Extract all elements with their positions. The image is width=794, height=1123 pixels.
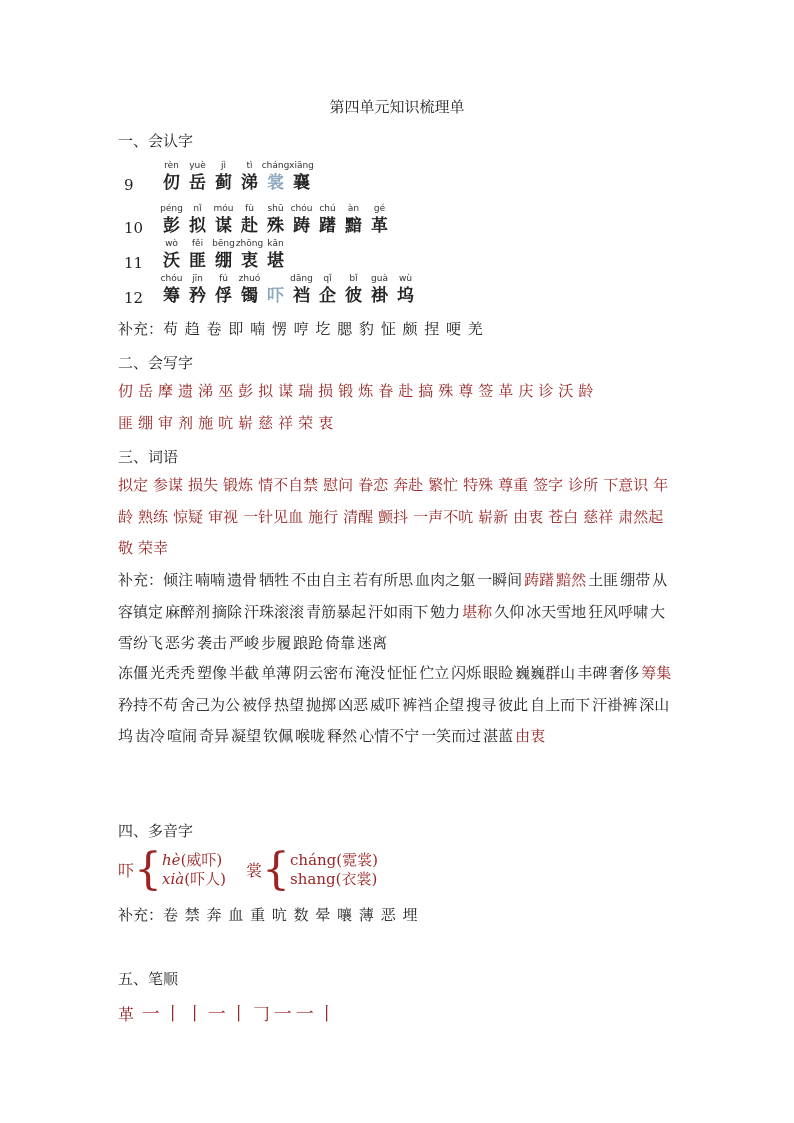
pinyin: móu bbox=[213, 204, 234, 214]
word: 企望 bbox=[434, 695, 465, 714]
pinyin: dāng bbox=[290, 274, 313, 284]
write-char: 龄 bbox=[578, 382, 594, 400]
word: 被俘 bbox=[242, 695, 273, 714]
word: 一瞬间 bbox=[477, 571, 523, 589]
word: 奢侈 bbox=[609, 664, 640, 682]
polyphone-group-xia bbox=[118, 844, 226, 895]
stroke: 一 bbox=[295, 1004, 314, 1025]
pinyin: wù bbox=[398, 274, 413, 284]
lesson-number: 11 bbox=[124, 254, 144, 272]
write-char: 庆 bbox=[518, 382, 534, 400]
word: 一针见血 bbox=[243, 507, 304, 526]
brace-icon: { bbox=[134, 844, 163, 895]
word: 喃喃 bbox=[195, 571, 226, 589]
word: 施行 bbox=[308, 507, 339, 526]
write-chars bbox=[118, 376, 678, 439]
char-with-pinyin bbox=[290, 203, 313, 237]
write-char: 吭 bbox=[218, 413, 234, 432]
stroke-char: 革 bbox=[118, 1005, 135, 1024]
word: 慰问 bbox=[323, 476, 354, 494]
stroke: 丨 bbox=[317, 1004, 336, 1025]
word: 踉跄 bbox=[293, 634, 324, 652]
word: 大雪纷飞 bbox=[118, 602, 666, 652]
char-with-pinyin bbox=[160, 160, 183, 194]
polyphone-char: 裳 bbox=[246, 860, 263, 880]
word: 自上而下 bbox=[530, 695, 591, 714]
char-with-pinyin bbox=[212, 238, 235, 272]
word: 审视 bbox=[208, 507, 239, 526]
char-row-10 bbox=[124, 203, 394, 237]
word: 深山坞 bbox=[118, 695, 670, 745]
word: 奇异 bbox=[199, 727, 230, 745]
write-char: 施 bbox=[198, 413, 214, 432]
word: 久仰 bbox=[494, 602, 525, 621]
pinyin: fù bbox=[245, 204, 254, 214]
hanzi: 沃 bbox=[163, 251, 180, 271]
char-with-pinyin bbox=[394, 273, 417, 307]
hanzi: 涕 bbox=[241, 173, 258, 193]
word: 不由自主 bbox=[291, 571, 352, 589]
word: 下意识 bbox=[603, 476, 649, 494]
hanzi: 吓 bbox=[267, 286, 284, 306]
pinyin: kān bbox=[267, 239, 284, 249]
section-heading-polyphone: 四、多音字 bbox=[118, 822, 194, 840]
pinyin: zhuó bbox=[238, 274, 261, 284]
word: 一笑而过 bbox=[421, 727, 482, 745]
word: 眷恋 bbox=[358, 476, 389, 494]
char-with-pinyin bbox=[238, 160, 261, 194]
word: 情不自禁 bbox=[258, 476, 319, 494]
hanzi: 筹 bbox=[163, 286, 180, 306]
word: 麻醉剂 bbox=[165, 602, 211, 621]
word: 锻炼 bbox=[223, 476, 254, 494]
page-title: 第四单元知识梳理单 bbox=[329, 98, 465, 116]
write-char: 剂 bbox=[178, 413, 194, 432]
section-heading-stroke-order: 五、笔顺 bbox=[118, 970, 179, 988]
hanzi: 谋 bbox=[215, 216, 232, 236]
pinyin: zhōng bbox=[235, 239, 264, 249]
word: 严峻 bbox=[229, 634, 260, 652]
write-char: 涕 bbox=[198, 382, 214, 400]
write-char: 瑞 bbox=[298, 382, 314, 400]
hanzi: 矜 bbox=[189, 286, 206, 306]
write-char: 殊 bbox=[438, 382, 454, 400]
char-with-pinyin bbox=[264, 203, 287, 237]
stroke: 一 bbox=[207, 1004, 226, 1025]
hanzi: 拟 bbox=[189, 216, 206, 236]
word: 拟定 bbox=[118, 476, 149, 494]
pinyin: bǐ bbox=[349, 274, 358, 284]
pinyin: wò bbox=[165, 239, 178, 249]
word: 凶恶 bbox=[338, 695, 369, 714]
write-char: 革 bbox=[498, 382, 514, 400]
char-with-pinyin bbox=[316, 203, 339, 237]
word-supplement-a bbox=[118, 565, 678, 660]
char-list bbox=[160, 160, 316, 194]
write-char: 锻 bbox=[338, 382, 354, 400]
hanzi: 衷 bbox=[241, 251, 258, 271]
pinyin: yuè bbox=[189, 161, 206, 171]
word: 搜寻 bbox=[466, 695, 497, 714]
word: 湛蓝 bbox=[483, 727, 514, 745]
hanzi: 裆 bbox=[293, 286, 310, 306]
char-with-pinyin bbox=[186, 160, 209, 194]
char-with-pinyin bbox=[186, 238, 209, 272]
word: 光秃秃 bbox=[150, 664, 196, 682]
word: 年龄 bbox=[118, 476, 669, 526]
word: 狂风呼啸 bbox=[588, 602, 649, 621]
word: 苍白 bbox=[548, 507, 579, 526]
hanzi: 躇 bbox=[319, 216, 336, 236]
write-char: 尊 bbox=[458, 382, 474, 400]
pinyin: xiāng bbox=[289, 161, 314, 171]
word: 由衷 bbox=[515, 727, 546, 745]
lesson-number: 10 bbox=[124, 219, 144, 237]
word: 怔怔 bbox=[387, 664, 418, 682]
char-with-pinyin bbox=[238, 273, 261, 307]
pinyin: guà bbox=[371, 274, 388, 284]
hanzi: 踌 bbox=[293, 216, 310, 236]
char-with-pinyin bbox=[212, 273, 235, 307]
hanzi: 彼 bbox=[345, 286, 362, 306]
write-char: 巫 bbox=[218, 382, 234, 400]
polyphone-readings: hè(威吓) xià(吓人) bbox=[162, 851, 226, 888]
hanzi: 俘 bbox=[215, 286, 232, 306]
pinyin: péng bbox=[160, 204, 183, 214]
word: 淹没 bbox=[355, 664, 386, 682]
word: 诊所 bbox=[568, 476, 599, 494]
char-list bbox=[160, 203, 394, 237]
word: 喉咙 bbox=[295, 727, 326, 745]
write-char: 祥 bbox=[278, 413, 294, 432]
hanzi: 镯 bbox=[241, 286, 258, 306]
lesson-number: 12 bbox=[124, 289, 144, 307]
word: 威吓 bbox=[370, 695, 401, 714]
word: 凝望 bbox=[231, 727, 262, 745]
write-char: 签 bbox=[478, 382, 494, 400]
pinyin: gé bbox=[373, 204, 386, 214]
hanzi: 革 bbox=[371, 216, 388, 236]
word: 土匪 bbox=[588, 571, 619, 589]
char-with-pinyin bbox=[368, 203, 391, 237]
word: 释然 bbox=[327, 727, 358, 745]
word: 齿冷 bbox=[135, 727, 166, 745]
hanzi: 裳 bbox=[267, 173, 284, 193]
write-char: 炼 bbox=[358, 382, 374, 400]
write-char: 彭 bbox=[238, 382, 254, 400]
pinyin: fú bbox=[219, 274, 228, 284]
pinyin: shū bbox=[267, 204, 284, 214]
pinyin: bēng bbox=[212, 239, 235, 249]
pinyin: chóu bbox=[160, 274, 183, 284]
word: 阴云密布 bbox=[293, 664, 354, 682]
hanzi: 绷 bbox=[215, 251, 232, 271]
stroke: 丨 bbox=[163, 1004, 182, 1025]
word: 倚靠 bbox=[325, 634, 356, 652]
word: 倾注 bbox=[163, 571, 194, 589]
word: 恶劣 bbox=[165, 634, 196, 652]
hanzi: 黯 bbox=[345, 216, 362, 236]
char-list bbox=[160, 238, 290, 272]
word: 惊疑 bbox=[173, 507, 204, 526]
char-with-pinyin bbox=[264, 273, 287, 307]
char-with-pinyin bbox=[160, 238, 183, 272]
write-char: 诊 bbox=[538, 382, 554, 400]
hanzi: 殊 bbox=[267, 216, 284, 236]
hanzi: 褂 bbox=[371, 286, 388, 306]
write-char: 仞 bbox=[118, 382, 134, 400]
word: 闪烁 bbox=[451, 664, 482, 682]
char-with-pinyin bbox=[186, 273, 209, 307]
word-list bbox=[118, 470, 678, 565]
char-with-pinyin bbox=[212, 203, 235, 237]
hanzi: 蓟 bbox=[215, 173, 232, 193]
word: 步履 bbox=[261, 634, 292, 652]
pinyin: chú bbox=[319, 204, 336, 214]
polyphone-readings: cháng(霓裳) shang(衣裳) bbox=[290, 851, 379, 888]
hanzi: 襄 bbox=[293, 173, 310, 193]
hanzi: 坞 bbox=[397, 286, 414, 306]
word: 冰天雪地 bbox=[526, 602, 587, 621]
write-char: 眷 bbox=[378, 382, 394, 400]
word: 丰碑 bbox=[577, 664, 608, 682]
char-with-pinyin bbox=[316, 273, 339, 307]
word: 喧闹 bbox=[167, 727, 198, 745]
hanzi: 堪 bbox=[267, 251, 284, 271]
section-heading-words: 三、词语 bbox=[118, 448, 179, 466]
char-with-pinyin bbox=[368, 273, 391, 307]
word: 筹集 bbox=[641, 664, 672, 682]
char-with-pinyin bbox=[238, 203, 261, 237]
hanzi: 赴 bbox=[241, 216, 258, 236]
word: 肃然起敬 bbox=[118, 507, 664, 557]
supplement-recognize: 补充：苟 趋 卷 即 喃 愣 哼 圪 腮 豹 怔 颇 捏 哽 羌 bbox=[118, 320, 484, 338]
write-char: 沃 bbox=[558, 382, 574, 400]
brace-icon: { bbox=[262, 844, 291, 895]
word: 舍己为公 bbox=[180, 695, 241, 714]
word: 冻僵 bbox=[118, 664, 149, 682]
word-supplement-b bbox=[118, 658, 678, 753]
word: 损失 bbox=[188, 476, 219, 494]
word: 黯然 bbox=[556, 571, 587, 589]
hanzi: 彭 bbox=[163, 216, 180, 236]
word: 迷离 bbox=[357, 634, 388, 652]
word: 绷带 bbox=[620, 571, 651, 589]
pinyin: nǐ bbox=[193, 204, 202, 214]
stroke: 𠃌 bbox=[251, 1004, 270, 1025]
word: 参谋 bbox=[153, 476, 184, 494]
char-with-pinyin bbox=[160, 273, 183, 307]
word: 巍巍群山 bbox=[515, 664, 576, 682]
pinyin: rèn bbox=[164, 161, 179, 171]
supplement-label: 补充： bbox=[118, 571, 164, 589]
polyphone-char: 吓 bbox=[118, 860, 135, 880]
pinyin: fěi bbox=[191, 239, 204, 249]
pinyin: chóu bbox=[290, 204, 313, 214]
word: 慈祥 bbox=[583, 507, 614, 526]
write-char: 审 bbox=[158, 413, 174, 432]
word: 一声不吭 bbox=[413, 507, 474, 526]
lesson-number: 9 bbox=[124, 176, 134, 194]
word: 单薄 bbox=[261, 664, 292, 682]
section-heading-recognize: 一、会认字 bbox=[118, 132, 194, 150]
word: 繁忙 bbox=[428, 476, 459, 494]
write-char: 荣 bbox=[298, 413, 314, 432]
hanzi: 企 bbox=[319, 286, 336, 306]
char-row-12 bbox=[124, 273, 420, 307]
word: 签字 bbox=[533, 476, 564, 494]
write-char: 赴 bbox=[398, 382, 414, 400]
write-char: 损 bbox=[318, 382, 334, 400]
write-chars-line bbox=[118, 408, 678, 440]
write-char: 慈 bbox=[258, 413, 274, 432]
word: 若有所思 bbox=[353, 571, 414, 589]
word: 心情不宁 bbox=[359, 727, 420, 745]
word: 由衷 bbox=[513, 507, 544, 526]
write-char: 衷 bbox=[318, 413, 334, 432]
write-chars-line bbox=[118, 376, 678, 408]
char-with-pinyin bbox=[290, 273, 313, 307]
word: 特殊 bbox=[463, 476, 494, 494]
word: 彼此 bbox=[498, 695, 529, 714]
pinyin: àn bbox=[347, 204, 360, 214]
word: 汗褂裤 bbox=[592, 695, 638, 714]
word: 抛掷 bbox=[306, 695, 337, 714]
write-char: 遗 bbox=[178, 382, 194, 400]
word: 颤抖 bbox=[378, 507, 409, 526]
word: 汗珠滚滚 bbox=[244, 602, 305, 621]
hanzi: 匪 bbox=[189, 251, 206, 271]
char-row-9 bbox=[124, 160, 316, 194]
word: 熟练 bbox=[138, 507, 169, 526]
write-char: 绷 bbox=[138, 413, 154, 432]
word: 奔赴 bbox=[393, 476, 424, 494]
word: 汗如雨下 bbox=[368, 602, 429, 621]
write-char: 摩 bbox=[158, 382, 174, 400]
char-list bbox=[160, 273, 420, 307]
pinyin: jì bbox=[220, 161, 226, 171]
word: 荣幸 bbox=[138, 539, 169, 557]
write-char: 岳 bbox=[138, 382, 154, 400]
word: 踌躇 bbox=[524, 571, 555, 589]
word: 矜持不苟 bbox=[118, 695, 179, 714]
hanzi: 仞 bbox=[163, 173, 180, 193]
word: 热望 bbox=[274, 695, 305, 714]
char-with-pinyin bbox=[264, 238, 287, 272]
word: 伫立 bbox=[419, 664, 450, 682]
stroke: 一 bbox=[273, 1004, 292, 1025]
write-char: 谋 bbox=[278, 382, 294, 400]
word: 勉力 bbox=[430, 602, 461, 621]
word: 摘除 bbox=[212, 602, 243, 621]
pinyin: jīn bbox=[192, 274, 203, 284]
word: 尊重 bbox=[498, 476, 529, 494]
stroke: 丨 bbox=[229, 1004, 248, 1025]
write-char: 拟 bbox=[258, 382, 274, 400]
word: 半截 bbox=[229, 664, 260, 682]
word: 钦佩 bbox=[263, 727, 294, 745]
write-char: 崭 bbox=[238, 413, 254, 432]
char-with-pinyin bbox=[342, 203, 365, 237]
stroke: 丨 bbox=[185, 1004, 204, 1025]
stroke: 一 bbox=[141, 1004, 160, 1025]
char-with-pinyin bbox=[212, 160, 235, 194]
section-heading-write: 二、会写字 bbox=[118, 354, 194, 372]
word: 崭新 bbox=[478, 507, 509, 526]
char-with-pinyin bbox=[160, 203, 183, 237]
word: 裤裆 bbox=[402, 695, 433, 714]
stroke-order bbox=[118, 1000, 340, 1026]
supplement-polyphone: 补充：卷 禁 奔 血 重 吭 数 晕 嚷 薄 恶 埋 bbox=[118, 906, 419, 924]
hanzi: 岳 bbox=[189, 173, 206, 193]
word: 牺牲 bbox=[259, 571, 290, 589]
char-with-pinyin bbox=[261, 160, 290, 194]
char-with-pinyin bbox=[235, 238, 264, 272]
word: 堪称 bbox=[462, 602, 493, 621]
word: 塑像 bbox=[197, 664, 228, 682]
word: 血肉之躯 bbox=[415, 571, 476, 589]
word: 眼睑 bbox=[483, 664, 514, 682]
char-with-pinyin bbox=[186, 203, 209, 237]
word: 遗骨 bbox=[227, 571, 258, 589]
word: 从容镇定 bbox=[118, 571, 668, 621]
word: 袭击 bbox=[197, 634, 228, 652]
pinyin: cháng bbox=[261, 161, 290, 171]
char-with-pinyin bbox=[290, 160, 313, 194]
write-char: 搞 bbox=[418, 382, 434, 400]
word: 青筋暴起 bbox=[306, 602, 367, 621]
word: 清醒 bbox=[343, 507, 374, 526]
char-row-11 bbox=[124, 238, 290, 272]
write-char: 匪 bbox=[118, 413, 134, 432]
pinyin: tì bbox=[246, 161, 253, 171]
polyphone-group-chang bbox=[246, 844, 379, 895]
char-with-pinyin bbox=[342, 273, 365, 307]
pinyin: qǐ bbox=[323, 274, 332, 284]
